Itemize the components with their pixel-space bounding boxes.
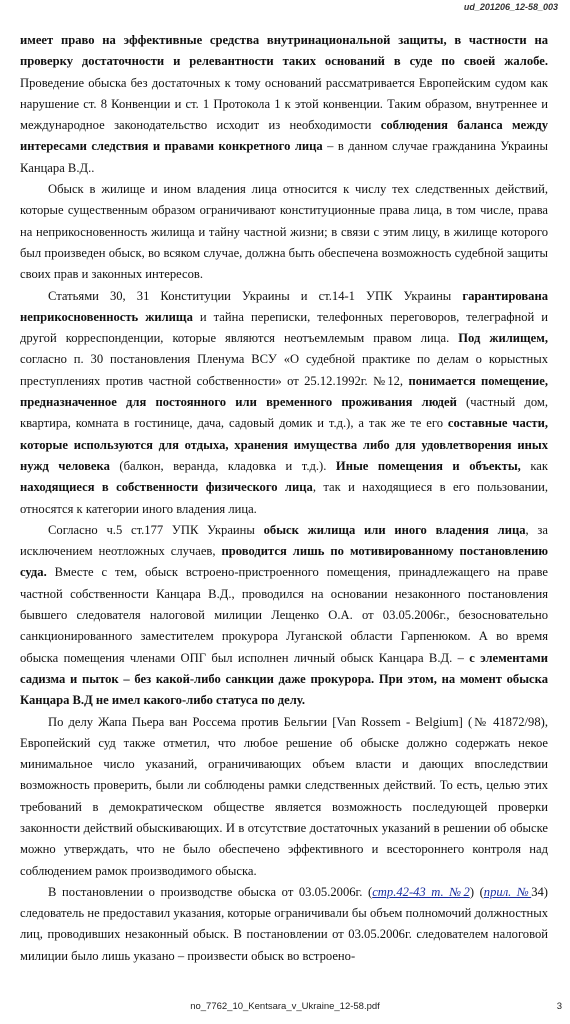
text-run: Согласно ч.5 ст.177 УПК Украины — [48, 522, 264, 537]
text-run: и тайна переписки, телефонных переговоров, телеграфной и другой корреспонденции, которые являются неотъемлемым правом лица. — [20, 309, 548, 346]
paragraph — [20, 286, 548, 520]
bold-text: Под жилищем, — [458, 331, 548, 346]
text-run: (балкон, веранда, кладовка и т.д.). — [109, 458, 336, 473]
bold-text: находящиеся в собственности физического лица — [20, 480, 313, 495]
text-run: Вместе с тем, обыск встроено-пристроенного помещения, принадлежащего на праве частной собственности Канцара В.Д., проводился на основании незаконного постановления бывшего следователя налоговой милиции Лещенко О.А. от 03.05.2006г., безосновательно санкционированного заместителем прокурора Луганской области Гарпенюком. А во время обыска помещения членами ОПГ был исполнен личный обыск Канцара В.Д. – — [20, 565, 548, 665]
footer-filename: no_7762_10_Kentsara_v_Ukraine_12-58.pdf — [190, 1001, 380, 1012]
paragraph — [20, 179, 548, 285]
reference-link[interactable]: прил. № — [483, 884, 532, 899]
bold-text: обыск жилища или иного владения лица — [263, 522, 526, 537]
bold-text: имеет право на эффективные средства внутринациональной защиты, в частности на проверку достаточности и релевантности таких оснований в суде по своей жалобе. — [20, 33, 548, 69]
bold-text: соблюдения баланса между интересами следствия и правами конкретного лица — [20, 118, 549, 154]
paragraph — [20, 30, 548, 179]
text-run: Проведение обыска без достаточных к тому оснований рассматривается Европейским судом как нарушение ст. 8 Конвенции и ст. 1 Протокола 1 к этой конвенции. Таким образом, внутреннее и международное законодательство исходит из необходимости — [20, 75, 548, 133]
text-run: , так и находящиеся в его пользовании, относятся к категории иного владения лица. — [20, 480, 548, 516]
text-run: , за исключением неотложных случаев, — [20, 522, 548, 559]
text-run: В постановлении о производстве обыска от 03.05.2006г. ( — [48, 884, 373, 899]
paragraph — [20, 520, 548, 712]
text-run: согласно п. 30 постановления Пленума ВСУ «О судебной практике по делам о корыстных преступлениях против частной собственности» от 25.12.1992г. №12, — [20, 352, 548, 388]
bold-text: составные части, которые используются для отдыха, хранения имущества либо для удовлетворения иных нужд человека — [20, 416, 548, 473]
text-run: ) ( — [469, 884, 484, 899]
text-run: 34) следователь не предоставил указания, которые ограничивали бы объем полномочий должностных лиц, проводивших незаконный обыск. В постановлении от 03.05.2006г. следователем налоговой милиции было лишь указано – произвести обыск во встроено- — [20, 884, 548, 963]
paragraph — [20, 712, 548, 882]
bold-text: Иные помещения и объекты, — [335, 458, 521, 473]
text-run: как — [520, 458, 548, 473]
reference-link[interactable]: стр.42-43 т. №2 — [372, 884, 470, 899]
text-run: – в данном случае гражданина Украины Канцара В.Д.. — [20, 139, 549, 175]
bold-text: проводится лишь по мотивированному постановлению суда. — [20, 544, 548, 580]
text-run: (частный дом, квартира, комната в гостинице, дача, садовый домик и т.д.), а так же те его — [20, 395, 549, 431]
text-run: Статьями 30, 31 Конституции Украины и ст.14-1 УПК Украины — [48, 288, 463, 303]
document-id-header: ud_201206_12-58_003 — [463, 2, 558, 12]
bold-text: понимается помещение, предназначенное для постоянного или временного проживания людей — [20, 373, 548, 410]
bold-text: с элементами садизма и пыток – без какой-либо санкции даже прокурора. При этом, на момент обыска Канцара В.Д не имел какого-либо статуса по делу. — [20, 650, 548, 708]
paragraph — [20, 882, 548, 967]
bold-text: гарантирована неприкосновенность жилища — [20, 288, 548, 324]
document-body — [20, 30, 548, 967]
text-run: Обыск в жилище и ином владения лица относится к числу тех следственных действий, которые существенным образом ограничивают конституционные права лица, в том числе, права на неприкосновенность жилища и тайну частной жизни; в связи с этим лицу, в жилище которого был произведен обыск, во всяком случае, должна быть обеспечена возможность судебной защиты своих прав и законных интересов. — [20, 182, 548, 282]
page-number: 3 — [556, 1001, 562, 1012]
text-run: По делу Жапа Пьера ван Россема против Бельгии [Van Rossem - Belgium] (№ 41872/98), Европейский суд также отметил, что любое решение об обыске должно содержать некое минимальное число указаний, ограничивающих объем власти и дающих впоследствии возможность проверить, были ли соблюдены рамки следственных действий. То есть, целью этих требований в демократическом обществе является возможность последующей проверки законности действий обыскивающих. И в отсутствие достаточных указаний в решении об обыске можно утверждать, что не было обеспечено эффективного и всестороннего контроля над соблюдением рамок производимого обыска. — [20, 714, 548, 878]
